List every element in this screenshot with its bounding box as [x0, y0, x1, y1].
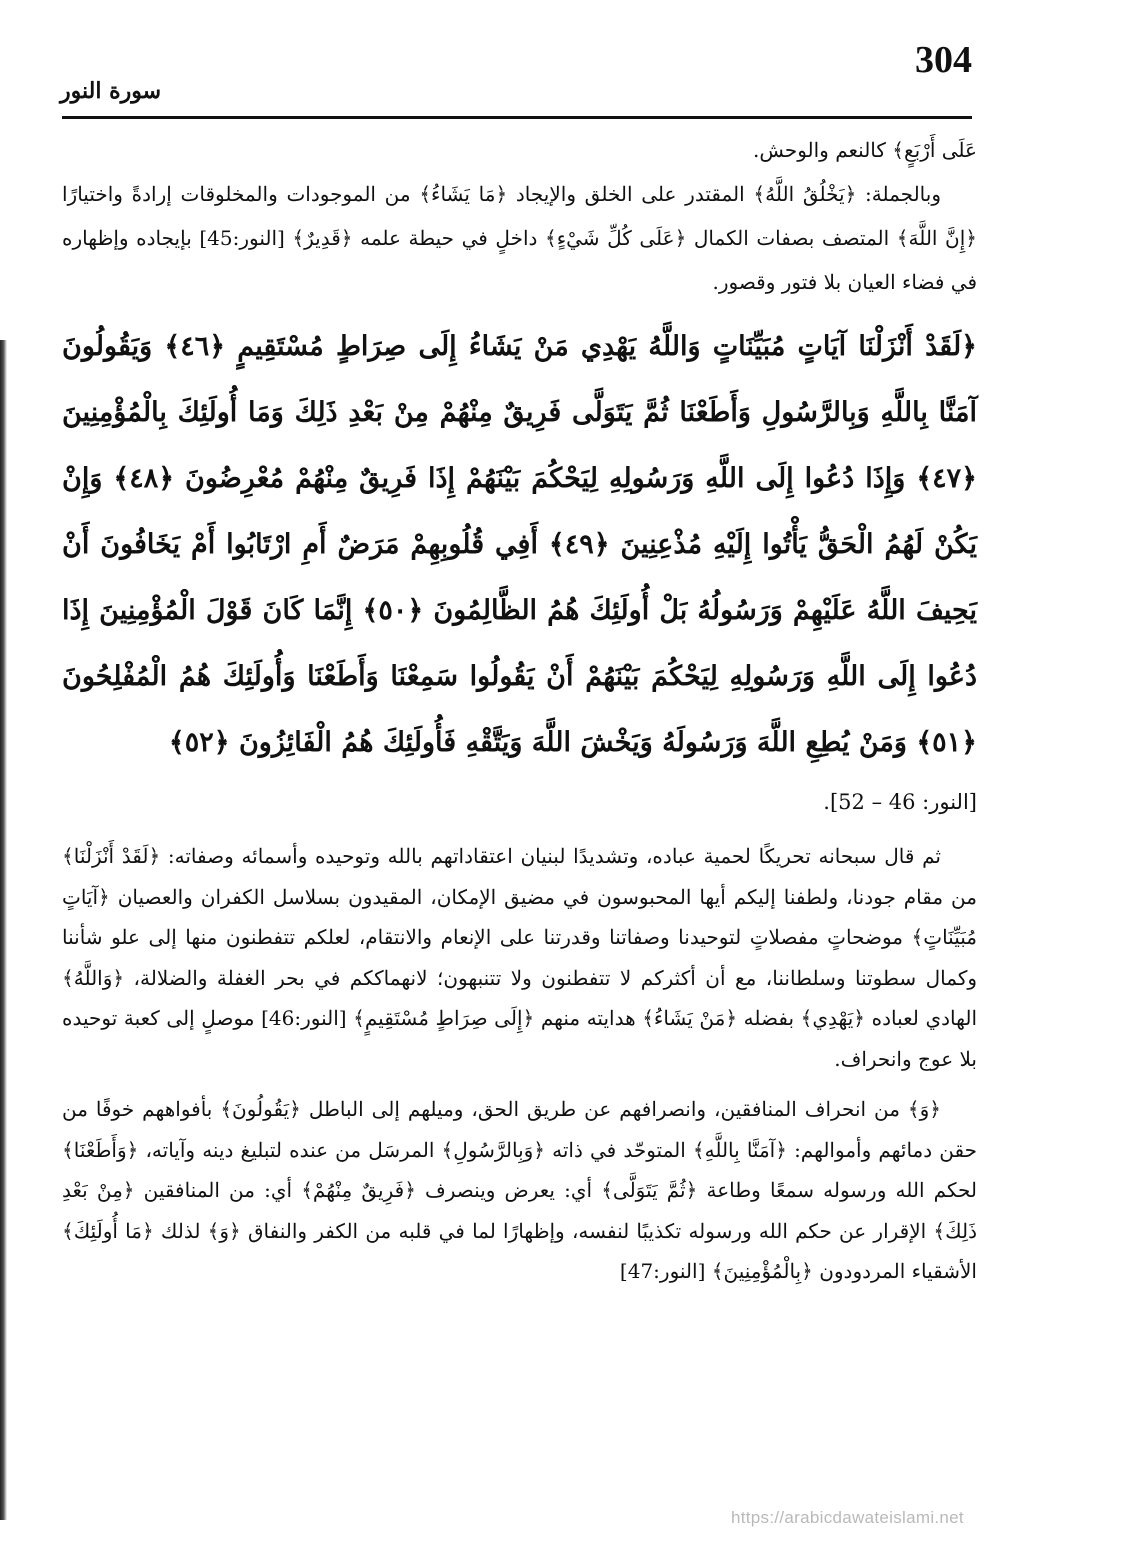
source-watermark: https://arabicdawateislami.net [731, 1508, 964, 1527]
commentary-paragraph-2: ﴿وَ﴾ من انحراف المنافقين، وانصرافهم عن طريق الحق، وميلهم إلى الباطل ﴿يَقُولُونَ﴾ بأفواههم خوفًا من حقن دمائهم وأموالهم: ﴿آمَنَّا بِاللَّهِ﴾ المتوحّد في ذاته ﴿وَبِالرَّسُولِ﴾ المرسَل من عنده لتبليغ دينه وآياته، ﴿وَأَطَعْنَا﴾ لحكم الله ورسوله سمعًا وطاعة ﴿ثُمَّ يَتَوَلَّى﴾ أي: يعرض وينصرف ﴿فَرِيقٌ مِنْهُمْ﴾ أي: من المنافقين ﴿مِنْ بَعْدِ ذَلِكَ﴾ الإقرار عن حكم الله ورسوله تكذيبًا لنفسه، وإظهارًا لما في قلبه من الكفر والنفاق ﴿وَ﴾ لذلك ﴿مَا أُولَئِكَ﴾ الأشقياء المردودون ﴿بِالْمُؤْمِنِينَ﴾ [النور:47] [62, 1097, 977, 1283]
intro-paragraph-2: وبالجملة: ﴿يَخْلُقُ اللَّهُ﴾ المقتدر على الخلق والإيجاد ﴿مَا يَشَاءُ﴾ من الموجودات والمخلوقات إرادةً واختيارًا ﴿إِنَّ اللَّهَ﴾ المتصف بصفات الكمال ﴿عَلَى كُلِّ شَيْءٍ﴾ داخلٍ في حيطة علمه ﴿قَدِيرٌ﴾ [النور:45] بإيجاده وإظهاره في فضاء العيان بلا فتور وقصور. [62, 182, 978, 294]
surah-name-header: سورة النور [60, 78, 162, 104]
commentary-paragraph-1: ثم قال سبحانه تحريكًا لحمية عباده، وتشديدًا لبنيان اعتقاداتهم بالله وتوحيده وأسمائه وصفاته: ﴿لَقَدْ أَنْزَلْنَا﴾ من مقام جودنا، ولطفنا إليكم أيها المحبوسون في مضيق الإمكان، المقيدون بسلاسل الكفران والعصيان ﴿آيَاتٍ مُبَيِّنَاتٍ﴾ موضحاتٍ مفصلاتٍ لتوحيدنا وصفاتنا وقدرتنا على الإنعام والانتقام، لعلكم تتفطنون منها إلى علو شأننا وكمال سطوتنا وسلطاننا، مع أن أكثركم لا تتفطنون ولا تتنبهون؛ لانهماككم في بحر الغفلة والضلالة، ﴿وَاللَّهُ﴾ الهادي لعباده ﴿يَهْدِي﴾ بفضله ﴿مَنْ يَشَاءُ﴾ هدايته منهم ﴿إِلَى صِرَاطٍ مُسْتَقِيمٍ﴾ [النور:46] موصلٍ إلى كعبة توحيده بلا عوج وانحراف. [62, 844, 977, 1071]
header-divider [62, 116, 972, 119]
scan-edge-shadow [0, 340, 7, 1520]
quran-reference: [النور: 46 – 52]. [823, 790, 977, 814]
page-body [62, 128, 977, 1292]
intro-paragraph-1: عَلَى أَرْبَعٍ﴾ كالنعم والوحش. [752, 138, 977, 162]
page-number: 304 [915, 39, 972, 81]
quran-verses-block: ﴿لَقَدْ أَنْزَلْنَا آيَاتٍ مُبَيِّنَاتٍ وَاللَّهُ يَهْدِي مَنْ يَشَاءُ إِلَى صِرَاطٍ مُسْتَقِيمٍ ﴿٤٦﴾ وَيَقُولُونَ آمَنَّا بِاللَّهِ وَبِالرَّسُولِ وَأَطَعْنَا ثُمَّ يَتَوَلَّى فَرِيقٌ مِنْهُمْ مِنْ بَعْدِ ذَلِكَ وَمَا أُولَئِكَ بِالْمُؤْمِنِينَ ﴿٤٧﴾ وَإِذَا دُعُوا إِلَى اللَّهِ وَرَسُولِهِ لِيَحْكُمَ بَيْنَهُمْ إِذَا فَرِيقٌ مِنْهُمْ مُعْرِضُونَ ﴿٤٨﴾ وَإِنْ يَكُنْ لَهُمُ الْحَقُّ يَأْتُوا إِلَيْهِ مُذْعِنِينَ ﴿٤٩﴾ أَفِي قُلُوبِهِمْ مَرَضٌ أَمِ ارْتَابُوا أَمْ يَخَافُونَ أَنْ يَحِيفَ اللَّهُ عَلَيْهِمْ وَرَسُولُهُ بَلْ أُولَئِكَ هُمُ الظَّالِمُونَ ﴿٥٠﴾ إِنَّمَا كَانَ قَوْلَ الْمُؤْمِنِينَ إِذَا دُعُوا إِلَى اللَّهِ وَرَسُولِهِ لِيَحْكُمَ بَيْنَهُمْ أَنْ يَقُولُوا سَمِعْنَا وَأَطَعْنَا وَأُولَئِكَ هُمُ الْمُفْلِحُونَ ﴿٥١﴾ وَمَنْ يُطِعِ اللَّهَ وَرَسُولَهُ وَيَخْشَ اللَّهَ وَيَتَّقْهِ فَأُولَئِكَ هُمُ الْفَائِزُونَ ﴿٥٢﴾ [62, 331, 977, 758]
